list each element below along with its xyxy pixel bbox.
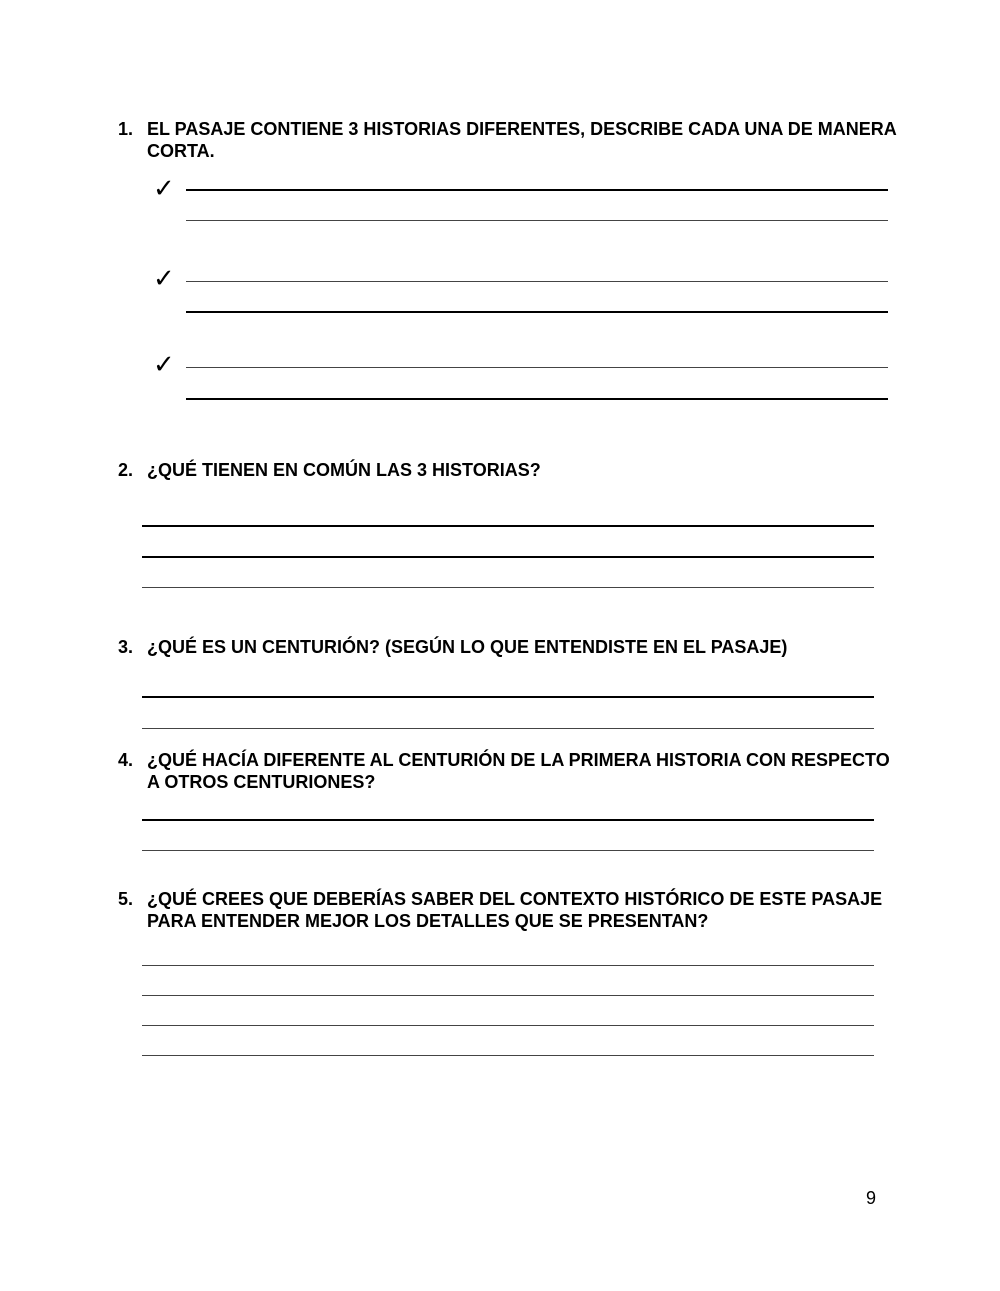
check-icon: ✓ <box>153 174 175 204</box>
answer-line[interactable] <box>142 1025 874 1026</box>
answer-line[interactable] <box>142 525 874 527</box>
check-icon: ✓ <box>153 264 175 294</box>
question-2 <box>118 459 898 481</box>
answer-line[interactable] <box>186 367 888 368</box>
question-number: 2. <box>118 460 134 480</box>
question-text: ¿QUÉ ES UN CENTURIÓN? (SEGÚN LO QUE ENTENDISTE EN EL PASAJE) <box>147 637 788 657</box>
question-text: ¿QUÉ TIENEN EN COMÚN LAS 3 HISTORIAS? <box>147 460 541 480</box>
answer-line[interactable] <box>142 819 874 821</box>
question-text: ¿QUÉ CREES QUE DEBERÍAS SABER DEL CONTEXTO HISTÓRICO DE ESTE PASAJE PARA ENTENDER MEJOR LOS DETALLES QUE SE PRESENTAN? <box>147 889 883 931</box>
answer-line[interactable] <box>142 556 874 558</box>
question-3 <box>118 636 898 658</box>
question-number: 3. <box>118 637 134 657</box>
question-text: ¿QUÉ HACÍA DIFERENTE AL CENTURIÓN DE LA PRIMERA HISTORIA CON RESPECTO A OTROS CENTURIONES? <box>147 750 890 792</box>
answer-line[interactable] <box>186 311 888 313</box>
answer-line[interactable] <box>142 1055 874 1056</box>
answer-line[interactable] <box>186 281 888 282</box>
question-number: 4. <box>118 750 134 770</box>
question-number: 5. <box>118 889 134 909</box>
answer-line[interactable] <box>142 850 874 851</box>
answer-line[interactable] <box>142 995 874 996</box>
answer-line[interactable] <box>186 398 888 400</box>
answer-line[interactable] <box>142 728 874 729</box>
answer-line[interactable] <box>186 189 888 191</box>
question-5 <box>118 888 898 932</box>
question-1 <box>118 118 898 162</box>
question-text: EL PASAJE CONTIENE 3 HISTORIAS DIFERENTES, DESCRIBE CADA UNA DE MANERA CORTA. <box>147 119 897 161</box>
answer-line[interactable] <box>142 965 874 966</box>
question-4 <box>118 749 898 793</box>
question-number: 1. <box>118 119 134 139</box>
check-icon: ✓ <box>153 350 175 380</box>
answer-line[interactable] <box>142 696 874 698</box>
answer-line[interactable] <box>142 587 874 588</box>
page-number: 9 <box>866 1188 877 1208</box>
answer-line[interactable] <box>186 220 888 221</box>
